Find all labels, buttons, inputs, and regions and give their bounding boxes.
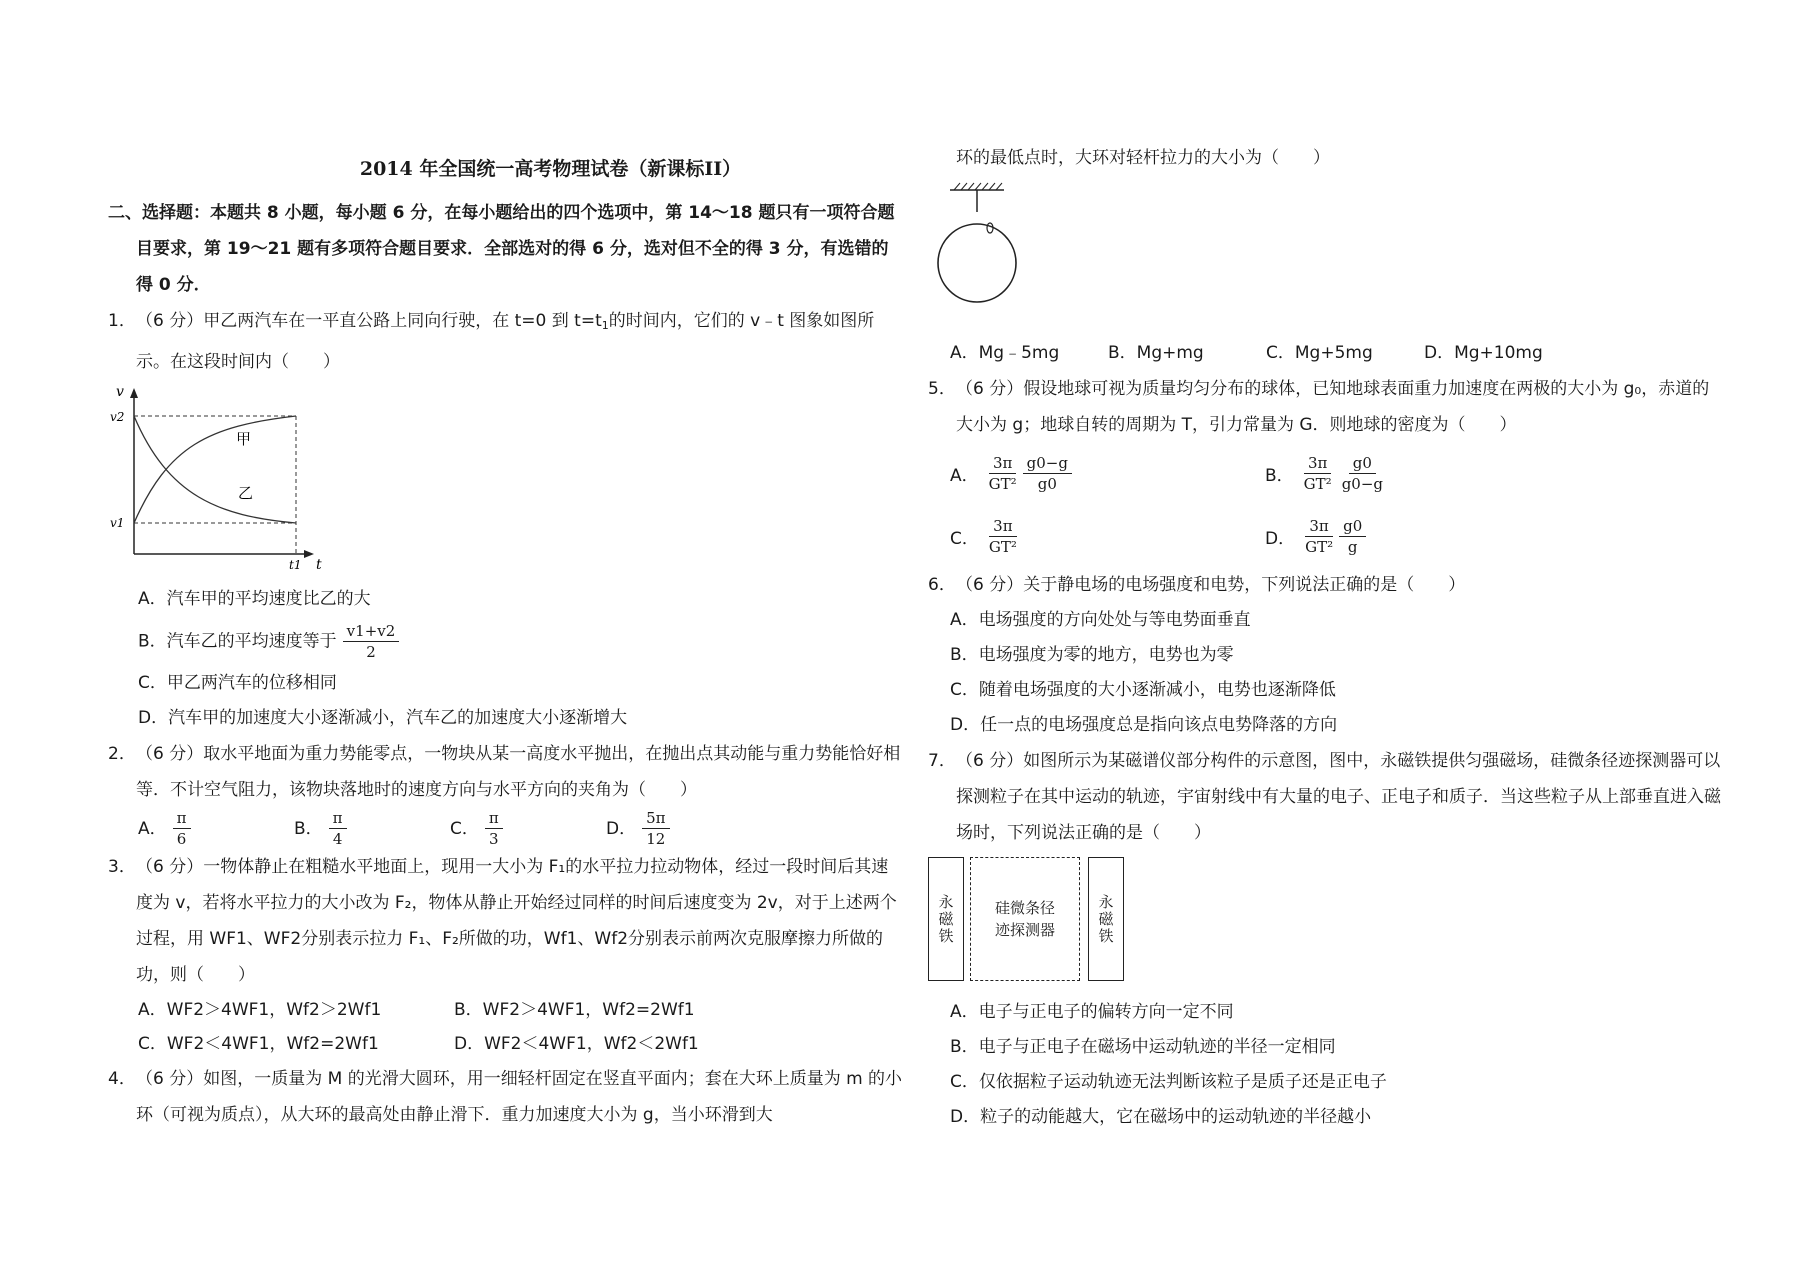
q7-option-b: B．电子与正电子在磁场中运动轨迹的半径一定相同 [950, 1037, 1336, 1057]
question-number: 3． [108, 857, 136, 877]
curve-yi-label: 乙 [238, 484, 254, 502]
q1-option-d: D．汽车甲的加速度大小逐渐减小，汽车乙的加速度大小逐渐增大 [138, 708, 628, 728]
question-number: 5． [928, 379, 956, 399]
q1-option-b: B．汽车乙的平均速度等于 $\frac{v1+v2}{2}$ [108, 621, 903, 662]
q4-option-c: C．Mg+5mg [1266, 343, 1373, 363]
q2-option-a: A． $\frac{\pi}{6}$ [138, 808, 294, 849]
question-number: 1． [108, 311, 136, 331]
q5-option-a: A． $\frac{3\pi}{\text{GT²}}$ $\frac{g0-g}{g0}$ [950, 453, 1265, 494]
q3-option-d: D．WF2＜4WF1，Wf2＜2Wf1 [454, 1034, 699, 1054]
q3-options-row2 [108, 1027, 903, 1061]
q3-option-a: A．WF2＞4WF1，Wf2＞2Wf1 [138, 1000, 382, 1020]
curve-jia-label: 甲 [236, 430, 252, 448]
q6-option-a: A．电场强度的方向处处与等电势面垂直 [950, 610, 1251, 630]
q7-option-c: C．仅依据粒子运动轨迹无法判断该粒子是质子还是正电子 [950, 1072, 1387, 1092]
question-3: 3．（6 分）一物体静止在粗糙水平地面上，现用一大小为 F₁的水平拉力拉动物体，经过一段时间后其速度为 v，若将水平拉力的大小改为 F₂，物体从静止开始经过同样的时间后速度变为 2v，对于上述两个过程，用 WF1、WF2分别表示拉力 F₁、F₂所做的功，Wf1、Wf2分别表示前两次克服摩擦力所做的功，则（ ） [108, 849, 903, 993]
question-6: 6．（6 分）关于静电场的电场强度和电势，下列说法正确的是（ ） [928, 567, 1723, 603]
q2-option-b: B． $\frac{\pi}{4}$ [294, 808, 450, 849]
ring-figure [928, 182, 1723, 329]
q6-option-d: D．任一点的电场强度总是指向该点电势降落的方向 [950, 715, 1338, 735]
page-title: 2014 年全国统一高考物理试卷（新课标II） [359, 158, 742, 180]
question-7: 7．（6 分）如图所示为某磁谱仪部分构件的示意图，图中，永磁铁提供匀强磁场，硅微条径迹探测器可以探测粒子在其中运动的轨迹，宇宙射线中有大量的电子、正电子和质子．当这些粒子从上部垂直进入磁场时，下列说法正确的是（ ） [928, 743, 1723, 851]
axis-v-label: v [116, 386, 124, 400]
q4-option-b: B．Mg+mg [1108, 343, 1204, 363]
q3-option-b: B．WF2＞4WF1，Wf2=2Wf1 [454, 1000, 695, 1020]
q5-options-row2 [928, 516, 1723, 557]
q2-option-c: C． $\frac{\pi}{3}$ [450, 808, 606, 849]
q4-options [928, 335, 1723, 371]
magnet-left: 永磁铁 [928, 857, 964, 981]
axis-t-label: t [316, 557, 322, 571]
right-column [928, 140, 1723, 1135]
q5-options-row1 [928, 453, 1723, 494]
question-5: 5．（6 分）假设地球可视为质量均匀分布的球体，已知地球表面重力加速度在两极的大小为 g₀，赤道的大小为 g；地球自转的周期为 T，引力常量为 G．则地球的密度为（ ） [928, 371, 1723, 443]
vt-graph [108, 386, 338, 571]
q1-option-c: C．甲乙两汽车的位移相同 [138, 673, 337, 693]
question-number: 2． [108, 744, 136, 764]
ring-diagram [928, 182, 1048, 324]
q6-option-b: B．电场强度为零的地方，电势也为零 [950, 645, 1234, 665]
question-number: 6． [928, 575, 956, 595]
v2-label: v2 [110, 410, 125, 424]
question-4-continued: 环的最低点时，大环对轻杆拉力的大小为（ ） [956, 148, 1330, 168]
q7-option-d: D．粒子的动能越大，它在磁场中的运动轨迹的半径越小 [950, 1107, 1372, 1127]
question-1: 1．（6 分）甲乙两汽车在一平直公路上同向行驶，在 t=0 到 $t=t_1$的时间内，它们的 v﹣t 图象如图所示。在这段时间内（ ） [108, 303, 903, 380]
spectrometer-figure [928, 857, 1128, 985]
q2-option-d: D． $\frac{5\pi}{12}$ [606, 808, 762, 849]
q7-option-a: A．电子与正电子的偏转方向一定不同 [950, 1002, 1234, 1022]
q4-option-d: D．Mg+10mg [1424, 343, 1543, 363]
question-number: 4． [108, 1069, 136, 1089]
fraction: $\frac{v1+v2}{2}$ [343, 621, 400, 662]
section-header: 二、选择题：本题共 8 小题，每小题 6 分，在每小题给出的四个选项中，第 14～18 题只有一项符合题目要求，第 19～21 题有多项符合题目要求．全部选对的得 6 分，选对但不全的得 3 分，有选错的得 0 分． [108, 203, 895, 295]
q5-option-b: B． $\frac{3\pi}{\text{GT²}}$ $\frac{g0}{g0-g}$ [1265, 454, 1384, 493]
q6-option-c: C．随着电场强度的大小逐渐减小，电势也逐渐降低 [950, 680, 1336, 700]
q5-option-c: C． $\frac{3\pi}{\text{GT²}}$ [950, 517, 1017, 556]
magnet-right: 永磁铁 [1088, 857, 1124, 981]
question-2: 2．（6 分）取水平地面为重力势能零点，一物块从某一高度水平抛出，在抛出点其动能与重力势能恰好相等．不计空气阻力，该物块落地时的速度方向与水平方向的夹角为（ ） [108, 736, 903, 808]
vt-graph-figure [108, 386, 903, 576]
q3-options-row1 [108, 993, 903, 1027]
v1-label: v1 [110, 516, 125, 530]
q1-option-a: A．汽车甲的平均速度比乙的大 [138, 589, 371, 609]
question-4: 4．（6 分）如图，一质量为 M 的光滑大圆环，用一细轻杆固定在竖直平面内；套在大环上质量为 m 的小环（可视为质点），从大环的最高处由静止滑下．重力加速度大小为 g，当小环滑到大 [108, 1061, 903, 1133]
question-number: 7． [928, 751, 956, 771]
q4-option-a: A．Mg﹣5mg [950, 343, 1060, 363]
q3-option-c: C．WF2＜4WF1，Wf2=2Wf1 [138, 1034, 379, 1054]
q5-option-d: D． $\frac{3\pi}{\text{GT²}}$ $\frac{g0}{g}$ [1265, 516, 1580, 557]
detector-box: 硅微条径 迹探测器 [970, 857, 1080, 981]
left-column [108, 146, 903, 1133]
q2-options [108, 808, 903, 849]
t1-label: t1 [289, 558, 302, 571]
